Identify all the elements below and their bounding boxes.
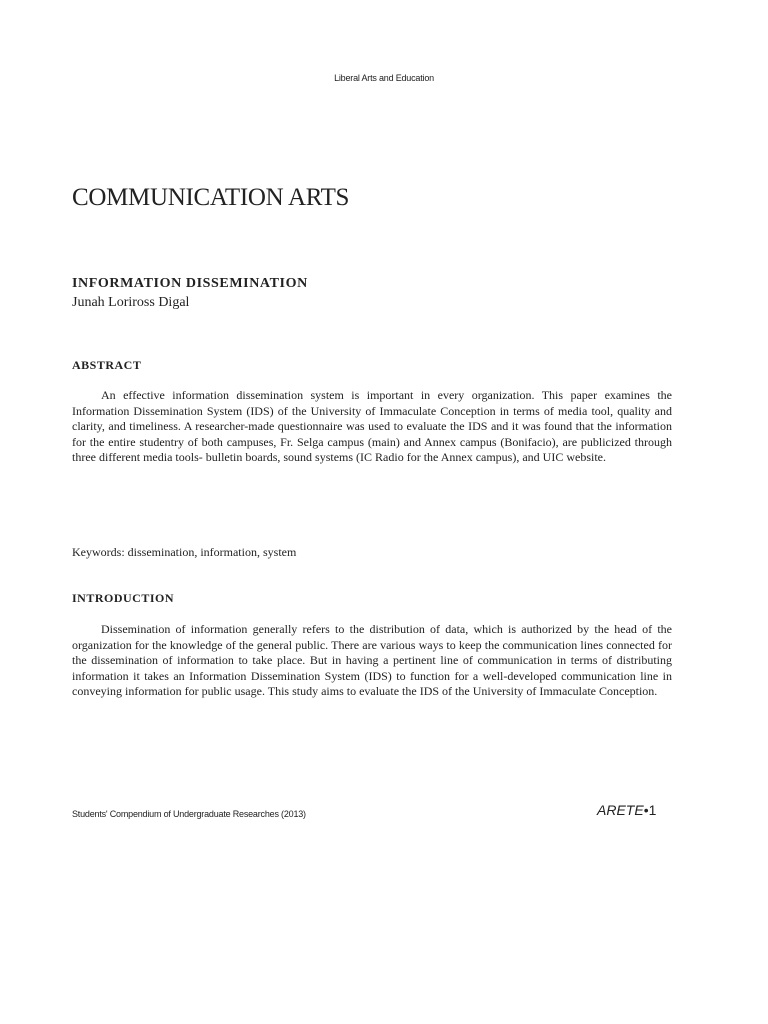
footer-page-marker — [597, 802, 656, 818]
journal-name: ARETE — [597, 802, 644, 818]
page-number: 1 — [648, 802, 657, 818]
bullet-separator: • — [643, 802, 649, 818]
paper-title: INFORMATION DISSEMINATION — [72, 276, 308, 291]
footer-compendium: Students' Compendium of Undergraduate Researches (2013) — [72, 809, 306, 819]
introduction-heading: INTRODUCTION — [72, 591, 175, 605]
keywords-line: Keywords: dissemination, information, system — [72, 545, 297, 559]
introduction-paragraph: Dissemination of information generally refers to the distribution of data, which is authorized by the head of the organization for the knowledge of the general public. There are various ways to keep the communication lines connected for the dissemination of information to take place. But in having a pertinent line of communication in terms of distributing information it takes an Information Dissemination System (IDS) to function for a well-developed communication line in conveying information for public usage. This study aims to evaluate the IDS of the University of Immaculate Conception. — [72, 622, 672, 698]
author-name: Junah Loriross Digal — [72, 295, 190, 310]
section-title: COMMUNICATION ARTS — [72, 184, 350, 211]
abstract-paragraph: An effective information dissemination system is important in every organization. This paper examines the Information Dissemination System (IDS) of the University of Immaculate Conception in terms of media tool, quality and clarity, and timeliness. A researcher-made questionnaire was used to evaluate the IDS and it was found that the information for the entire studentry of both campuses, Fr. Selga campus (main) and Annex campus (Bonifacio), are publicized through three different media tools- bulletin boards, sound systems (IC Radio for the Annex campus), and UIC website. — [72, 388, 672, 464]
running-head: Liberal Arts and Education — [334, 73, 434, 83]
abstract-heading: ABSTRACT — [72, 358, 142, 372]
